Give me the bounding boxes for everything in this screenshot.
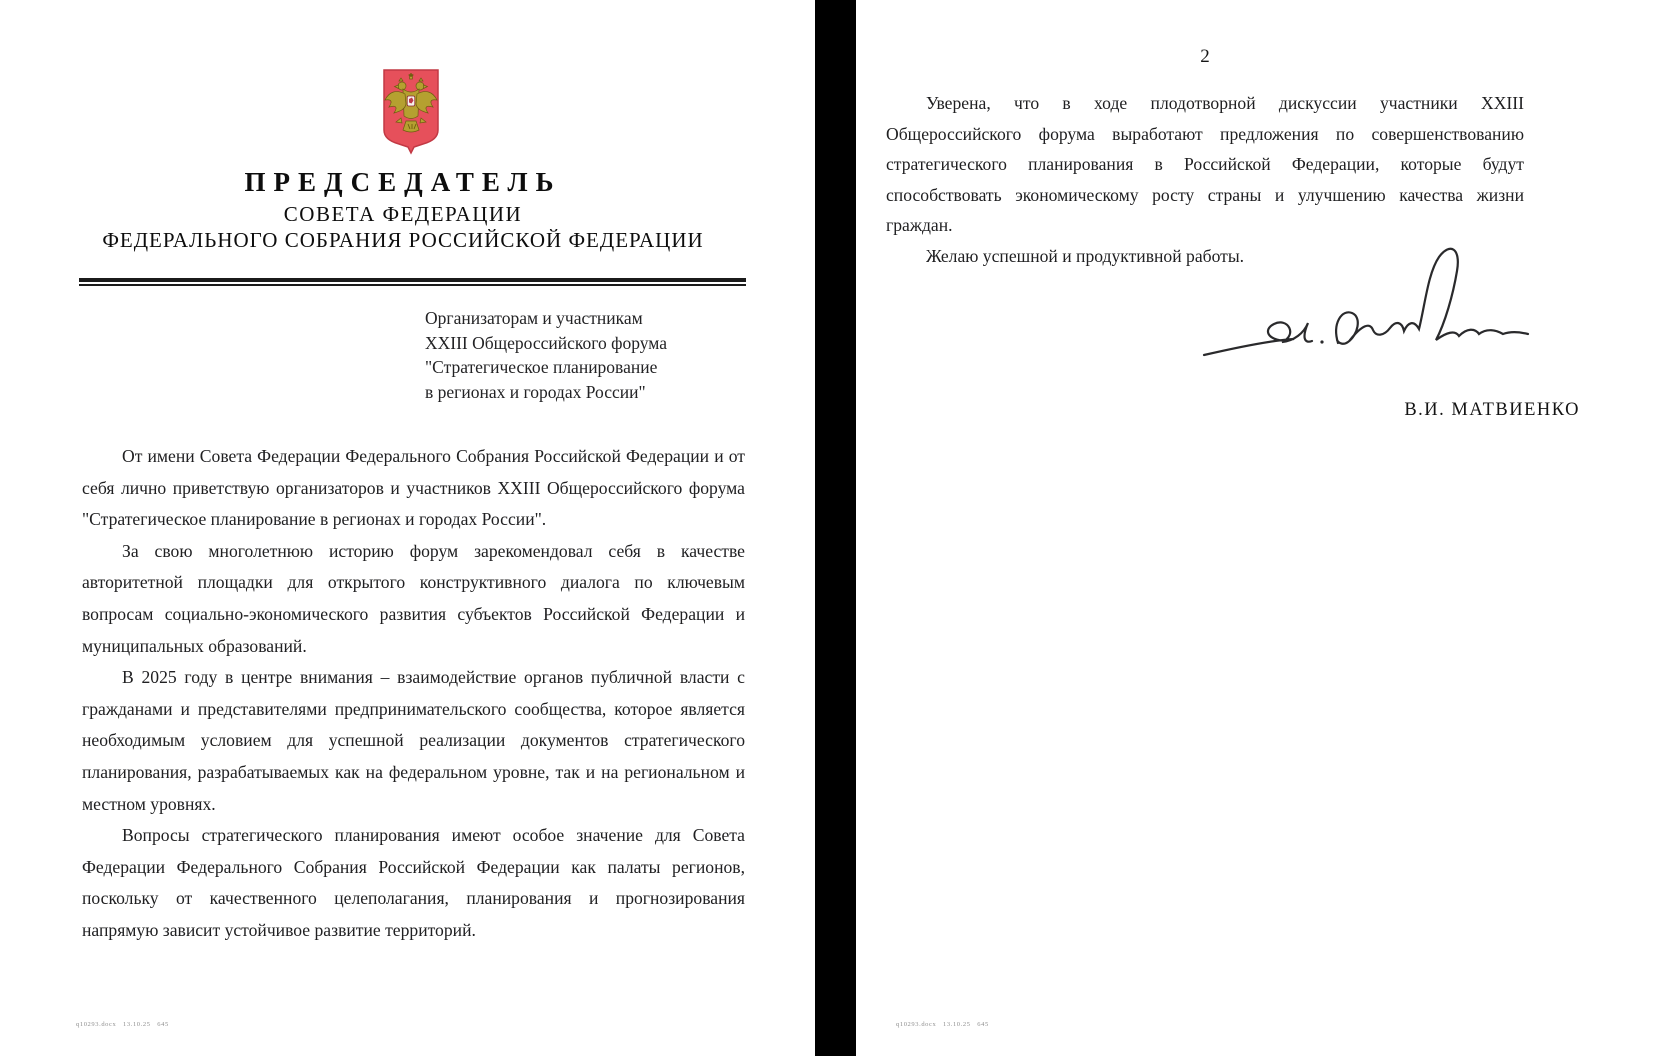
paragraph: За свою многолетнюю историю форум зарекомендовал себя в качестве авторитетной площадки для открытого конструктивного диалога по ключевым вопросам социально-экономического развития субъектов Российской Федерации и муниципальных образований. bbox=[82, 540, 745, 656]
page-number: 2 bbox=[1200, 46, 1210, 67]
coat-of-arms-icon bbox=[381, 68, 441, 156]
page-separator bbox=[815, 0, 856, 1056]
addressee-line: "Стратегическое планирование bbox=[425, 357, 658, 377]
signatory-name: В.И. МАТВИЕНКО bbox=[1404, 400, 1580, 420]
paragraph: В 2025 году в центре внимания – взаимодействие органов публичной власти с гражданами и представителями предпринимательского сообщества, которое является необходимым условием для успешной реализации документов стратегического планирования, разрабатываемых как на федеральном уровне, так и на региональном и местном уровнях. bbox=[82, 667, 745, 814]
paragraph: Желаю успешной и продуктивной работы. bbox=[926, 245, 1245, 266]
paragraph: Уверена, что в ходе плодотворной дискуссии участники XXIII Общероссийского форума выработают предложения по совершенствованию стратегического планирования в Российской Федерации, которые будут способствовать экономическому росту страны и улучшению качества жизни граждан. bbox=[886, 93, 1524, 236]
handwritten-signature bbox=[1198, 243, 1538, 378]
addressee-line: XXIII Общероссийского форума bbox=[425, 332, 667, 353]
document-footer-note: q10293.docx 13.10.25 645 bbox=[896, 1021, 989, 1028]
letterhead-title: ПРЕДСЕДАТЕЛЬ bbox=[244, 167, 562, 197]
addressee-line: в регионах и городах России" bbox=[425, 381, 646, 402]
letterhead-line2: СОВЕТА ФЕДЕРАЦИИ bbox=[283, 202, 523, 226]
document-footer-note: q10293.docx 13.10.25 645 bbox=[76, 1021, 169, 1028]
letterhead-line3: ФЕДЕРАЛЬНОГО СОБРАНИЯ РОССИЙСКОЙ ФЕДЕРАЦИИ bbox=[102, 228, 704, 252]
paragraph: Вопросы стратегического планирования имеют особое значение для Совета Федерации Федерального Собрания Российской Федерации как палаты регионов, поскольку от качественного целеполагания, планирования и прогнозирования напрямую зависит устойчивое развитие территорий. bbox=[82, 825, 745, 940]
letter-body-page1 bbox=[82, 441, 745, 947]
addressee-block bbox=[425, 306, 667, 404]
paragraph: От имени Совета Федерации Федерального Собрания Российской Федерации и от себя лично приветствую организаторов и участников XXIII Общероссийского форума "Стратегическое планирование в регионах и городах России". bbox=[82, 446, 745, 530]
addressee-line: Организаторам и участникам bbox=[425, 308, 643, 328]
letterhead-rule bbox=[79, 278, 746, 286]
